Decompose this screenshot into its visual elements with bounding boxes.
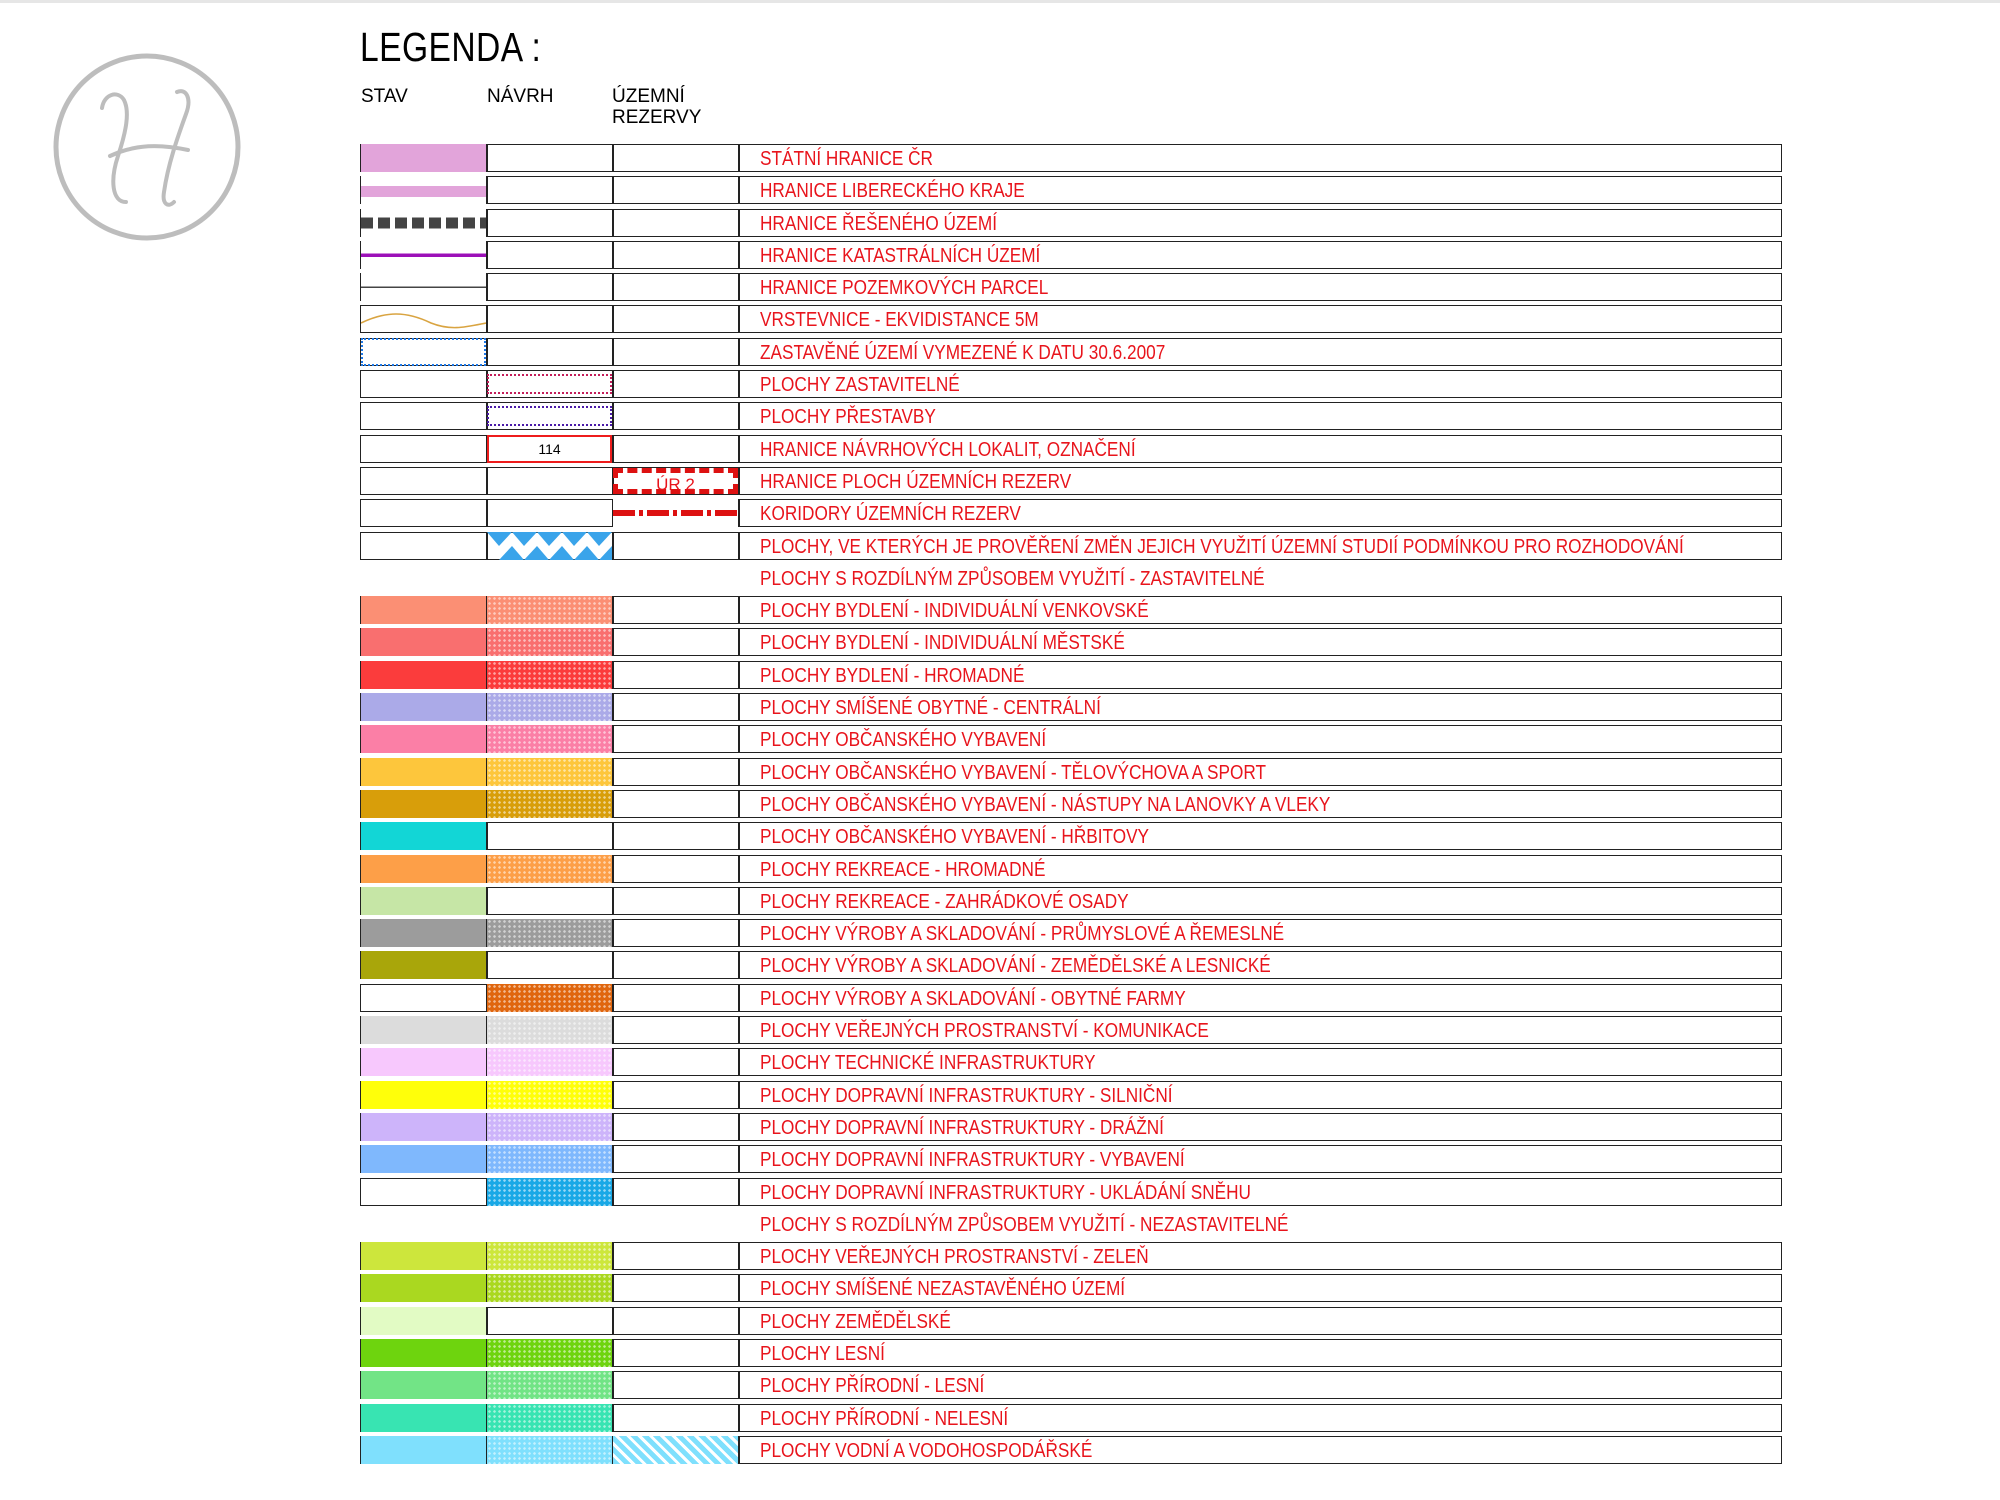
swatch-navrh bbox=[487, 855, 612, 883]
swatch-stav bbox=[361, 919, 486, 947]
legend-label: HRANICE LIBERECKÉHO KRAJE bbox=[760, 180, 1025, 203]
legend-label: PLOCHY DOPRAVNÍ INFRASTRUKTURY - SILNIČNÍ bbox=[760, 1084, 1173, 1107]
column-separator bbox=[486, 1307, 488, 1335]
line-symbol bbox=[361, 305, 486, 333]
column-separator bbox=[738, 338, 740, 366]
swatch-navrh bbox=[487, 758, 612, 786]
legend-label: PLOCHY VEŘEJNÝCH PROSTRANSTVÍ - KOMUNIKACE bbox=[760, 1020, 1209, 1043]
column-separator bbox=[738, 532, 740, 560]
swatch-navrh bbox=[487, 1145, 612, 1173]
column-separator bbox=[738, 1242, 740, 1270]
column-separator bbox=[486, 467, 488, 495]
swatch-stav bbox=[361, 758, 486, 786]
legend-row bbox=[360, 1046, 1782, 1078]
column-separator bbox=[612, 1404, 614, 1432]
legend-row bbox=[360, 885, 1782, 917]
column-separator bbox=[486, 144, 488, 172]
column-separator bbox=[612, 273, 614, 301]
swatch-navrh bbox=[487, 919, 612, 947]
swatch-stav bbox=[361, 725, 486, 753]
legend-label: VRSTEVNICE - EKVIDISTANCE 5M bbox=[760, 309, 1039, 332]
legend-label: PLOCHY S ROZDÍLNÝM ZPŮSOBEM VYUŽITÍ - ZASTAVITELNÉ bbox=[760, 567, 1265, 590]
column-separator bbox=[738, 693, 740, 721]
column-separator bbox=[612, 984, 614, 1012]
column-separator bbox=[486, 499, 488, 527]
column-header-stav: STAV bbox=[361, 86, 408, 107]
column-separator bbox=[738, 370, 740, 398]
legend-row bbox=[360, 1208, 1782, 1240]
legend-row bbox=[360, 562, 1782, 594]
legend-row bbox=[360, 594, 1782, 626]
column-separator bbox=[738, 919, 740, 947]
column-separator bbox=[738, 1145, 740, 1173]
column-separator bbox=[612, 1178, 614, 1206]
column-separator bbox=[486, 338, 488, 366]
column-separator bbox=[612, 1113, 614, 1141]
legend-label: PLOCHY DOPRAVNÍ INFRASTRUKTURY - UKLÁDÁNÍ SNĚHU bbox=[760, 1181, 1251, 1204]
legend-row bbox=[360, 1272, 1782, 1304]
column-separator bbox=[738, 209, 740, 237]
swatch-navrh bbox=[487, 661, 612, 689]
column-separator bbox=[738, 1436, 740, 1464]
logo-mark-icon bbox=[52, 52, 242, 242]
legend-table bbox=[360, 142, 1782, 1466]
swatch-stav bbox=[361, 887, 486, 915]
legend-row bbox=[360, 497, 1782, 529]
legend-label: PLOCHY BYDLENÍ - INDIVIDUÁLNÍ MĚSTSKÉ bbox=[760, 632, 1125, 655]
legend-row bbox=[360, 400, 1782, 432]
legend-label: PLOCHY OBČANSKÉHO VYBAVENÍ - HŘBITOVY bbox=[760, 826, 1150, 849]
column-separator bbox=[738, 305, 740, 333]
legend-row bbox=[360, 626, 1782, 658]
column-header-reserves-line2: REZERVY bbox=[612, 107, 702, 128]
swatch-stav bbox=[361, 1436, 486, 1464]
swatch-stav bbox=[361, 855, 486, 883]
column-separator bbox=[738, 1178, 740, 1206]
legend-row bbox=[360, 465, 1782, 497]
line-symbol bbox=[361, 176, 486, 204]
legend-row bbox=[360, 174, 1782, 206]
legend-row bbox=[360, 1143, 1782, 1175]
legend-label: PLOCHY PŘÍRODNÍ - NELESNÍ bbox=[760, 1407, 1009, 1430]
legend-label: PLOCHY DOPRAVNÍ INFRASTRUKTURY - DRÁŽNÍ bbox=[760, 1116, 1164, 1139]
legend-row bbox=[360, 723, 1782, 755]
column-separator bbox=[486, 241, 488, 269]
column-separator bbox=[486, 176, 488, 204]
swatch-stav bbox=[361, 1274, 486, 1302]
column-separator bbox=[612, 1016, 614, 1044]
legend-label: STÁTNÍ HRANICE ČR bbox=[760, 148, 933, 170]
column-separator bbox=[738, 435, 740, 463]
legend-row bbox=[360, 659, 1782, 691]
column-separator bbox=[738, 402, 740, 430]
swatch-stav bbox=[361, 1048, 486, 1076]
swatch-navrh bbox=[487, 984, 612, 1012]
legend-row bbox=[360, 142, 1782, 174]
column-separator bbox=[738, 467, 740, 495]
column-separator bbox=[612, 1081, 614, 1109]
legend-label: PLOCHY VÝROBY A SKLADOVÁNÍ - ZEMĚDĚLSKÉ A LESNICKÉ bbox=[760, 955, 1271, 978]
column-separator bbox=[486, 887, 488, 915]
legend-row bbox=[360, 1337, 1782, 1369]
swatch-navrh bbox=[487, 1404, 612, 1432]
column-separator bbox=[612, 951, 614, 979]
legend-row bbox=[360, 433, 1782, 465]
logo bbox=[52, 52, 242, 242]
lokalita-code: 114 bbox=[538, 440, 561, 457]
column-separator bbox=[738, 1404, 740, 1432]
column-separator bbox=[612, 1371, 614, 1399]
column-separator bbox=[612, 176, 614, 204]
column-separator bbox=[738, 241, 740, 269]
line-symbol bbox=[487, 374, 612, 394]
swatch-navrh bbox=[487, 1339, 612, 1367]
top-divider bbox=[0, 0, 2000, 3]
swatch-stav bbox=[361, 1016, 486, 1044]
legend-label: PLOCHY PŘESTAVBY bbox=[760, 406, 936, 429]
column-separator bbox=[612, 822, 614, 850]
column-separator bbox=[486, 209, 488, 237]
column-separator bbox=[612, 1242, 614, 1270]
line-symbol bbox=[487, 406, 612, 426]
legend-row bbox=[360, 1240, 1782, 1272]
legend-label: PLOCHY VÝROBY A SKLADOVÁNÍ - PRŮMYSLOVÉ A ŘEMESLNÉ bbox=[760, 923, 1285, 946]
column-separator bbox=[738, 176, 740, 204]
column-separator bbox=[486, 305, 488, 333]
legend-label: PLOCHY OBČANSKÉHO VYBAVENÍ - NÁSTUPY NA LANOVKY A VLEKY bbox=[760, 793, 1331, 816]
column-separator bbox=[738, 273, 740, 301]
legend-row bbox=[360, 1111, 1782, 1143]
row-frame bbox=[360, 241, 1782, 269]
legend-label: PLOCHY ZASTAVITELNÉ bbox=[760, 374, 960, 397]
legend-label: KORIDORY ÚZEMNÍCH REZERV bbox=[760, 503, 1021, 526]
swatch-navrh bbox=[487, 790, 612, 818]
line-symbol bbox=[361, 273, 486, 301]
column-separator bbox=[612, 725, 614, 753]
legend-label: HRANICE KATASTRÁLNÍCH ÚZEMÍ bbox=[760, 244, 1041, 267]
legend-row bbox=[360, 239, 1782, 271]
column-separator bbox=[612, 1145, 614, 1173]
row-frame bbox=[360, 176, 1782, 204]
swatch-rez bbox=[613, 1436, 738, 1464]
column-separator bbox=[738, 628, 740, 656]
legend-label: PLOCHY BYDLENÍ - HROMADNÉ bbox=[760, 664, 1025, 687]
swatch-stav bbox=[361, 1145, 486, 1173]
column-separator bbox=[612, 758, 614, 786]
legend-row bbox=[360, 336, 1782, 368]
swatch-stav bbox=[361, 1081, 486, 1109]
column-separator bbox=[738, 855, 740, 883]
legend-row bbox=[360, 303, 1782, 335]
swatch-stav bbox=[361, 1339, 486, 1367]
column-separator bbox=[738, 661, 740, 689]
legend-row bbox=[360, 368, 1782, 400]
row-frame bbox=[360, 273, 1782, 301]
column-separator bbox=[612, 790, 614, 818]
column-separator bbox=[612, 661, 614, 689]
column-separator bbox=[486, 951, 488, 979]
column-separator bbox=[612, 241, 614, 269]
swatch-stav bbox=[361, 1371, 486, 1399]
column-separator bbox=[612, 435, 614, 463]
swatch-navrh bbox=[487, 596, 612, 624]
legend-row bbox=[360, 207, 1782, 239]
swatch-navrh bbox=[487, 1113, 612, 1141]
legend-row bbox=[360, 1402, 1782, 1434]
swatch-stav bbox=[361, 693, 486, 721]
column-separator bbox=[738, 951, 740, 979]
column-separator bbox=[612, 919, 614, 947]
legend-label: PLOCHY SMÍŠENÉ NEZASTAVĚNÉHO ÚZEMÍ bbox=[760, 1278, 1126, 1301]
column-separator bbox=[738, 984, 740, 1012]
legend-row bbox=[360, 788, 1782, 820]
swatch-stav bbox=[361, 1242, 486, 1270]
legend-label: PLOCHY OBČANSKÉHO VYBAVENÍ - TĚLOVÝCHOVA A SPORT bbox=[760, 761, 1266, 784]
legend-label: PLOCHY PŘÍRODNÍ - LESNÍ bbox=[760, 1375, 985, 1398]
column-separator bbox=[612, 855, 614, 883]
swatch-stav bbox=[361, 596, 486, 624]
legend-row bbox=[360, 1369, 1782, 1401]
line-symbol bbox=[361, 209, 486, 237]
swatch-stav bbox=[361, 790, 486, 818]
column-separator bbox=[738, 822, 740, 850]
column-separator bbox=[738, 1081, 740, 1109]
swatch-navrh bbox=[487, 1242, 612, 1270]
legend-row bbox=[360, 530, 1782, 562]
legend-row bbox=[360, 1014, 1782, 1046]
row-frame bbox=[360, 305, 1782, 333]
column-separator bbox=[738, 1016, 740, 1044]
column-separator bbox=[612, 1048, 614, 1076]
legend-label: ZASTAVĚNÉ ÚZEMÍ VYMEZENÉ K DATU 30.6.2007 bbox=[760, 341, 1166, 364]
column-separator bbox=[738, 499, 740, 527]
line-symbol bbox=[487, 532, 612, 560]
legend-label: PLOCHY VÝROBY A SKLADOVÁNÍ - OBYTNÉ FARMY bbox=[760, 987, 1186, 1010]
legend-row bbox=[360, 1079, 1782, 1111]
line-symbol bbox=[361, 144, 486, 172]
column-separator bbox=[738, 887, 740, 915]
column-separator bbox=[738, 725, 740, 753]
swatch-navrh bbox=[487, 1048, 612, 1076]
column-separator bbox=[612, 887, 614, 915]
swatch-stav bbox=[361, 661, 486, 689]
line-symbol bbox=[613, 468, 738, 494]
legend-row bbox=[360, 1305, 1782, 1337]
legend-label: HRANICE NÁVRHOVÝCH LOKALIT, OZNAČENÍ bbox=[760, 438, 1136, 461]
column-separator bbox=[612, 402, 614, 430]
column-separator bbox=[738, 1339, 740, 1367]
column-separator bbox=[738, 144, 740, 172]
legend-row bbox=[360, 271, 1782, 303]
column-separator bbox=[738, 758, 740, 786]
swatch-navrh bbox=[487, 1016, 612, 1044]
legend-label: PLOCHY, VE KTERÝCH JE PROVĚŘENÍ ZMĚN JEJICH VYUŽITÍ ÚZEMNÍ STUDIÍ PODMÍNKOU PRO ROZHODOVÁNÍ bbox=[760, 535, 1684, 558]
swatch-navrh bbox=[487, 725, 612, 753]
column-separator bbox=[612, 305, 614, 333]
legend-label: PLOCHY DOPRAVNÍ INFRASTRUKTURY - VYBAVENÍ bbox=[760, 1149, 1185, 1172]
swatch-navrh bbox=[487, 1081, 612, 1109]
line-symbol bbox=[487, 435, 612, 463]
row-frame bbox=[360, 499, 1782, 527]
column-separator bbox=[738, 1307, 740, 1335]
legend-row bbox=[360, 691, 1782, 723]
column-separator bbox=[486, 273, 488, 301]
line-symbol bbox=[613, 499, 738, 527]
reserve-code: ÚR 2 bbox=[656, 474, 695, 494]
legend-row bbox=[360, 949, 1782, 981]
column-separator bbox=[738, 790, 740, 818]
column-separator bbox=[738, 1371, 740, 1399]
column-separator bbox=[612, 596, 614, 624]
column-separator bbox=[738, 1274, 740, 1302]
legend-title: LEGENDA : bbox=[360, 24, 542, 70]
swatch-stav bbox=[361, 951, 486, 979]
legend-label: PLOCHY OBČANSKÉHO VYBAVENÍ bbox=[760, 729, 1047, 752]
legend-row bbox=[360, 853, 1782, 885]
column-separator bbox=[612, 628, 614, 656]
column-separator bbox=[486, 822, 488, 850]
swatch-navrh bbox=[487, 1178, 612, 1206]
legend-label: PLOCHY VODNÍ A VODOHOSPODÁŘSKÉ bbox=[760, 1439, 1093, 1462]
column-header-navrh: NÁVRH bbox=[487, 86, 554, 107]
column-separator bbox=[612, 1339, 614, 1367]
swatch-stav bbox=[361, 628, 486, 656]
legend-label: PLOCHY REKREACE - HROMADNÉ bbox=[760, 858, 1046, 881]
column-header-reserves-line1: ÚZEMNÍ bbox=[612, 86, 685, 107]
legend-label: PLOCHY S ROZDÍLNÝM ZPŮSOBEM VYUŽITÍ - NEZASTAVITELNÉ bbox=[760, 1213, 1289, 1236]
column-separator bbox=[612, 370, 614, 398]
legend-label: PLOCHY SMÍŠENÉ OBYTNÉ - CENTRÁLNÍ bbox=[760, 697, 1101, 720]
legend-row bbox=[360, 1434, 1782, 1466]
row-frame bbox=[360, 209, 1782, 237]
legend-row bbox=[360, 756, 1782, 788]
swatch-navrh bbox=[487, 628, 612, 656]
legend-label: PLOCHY REKREACE - ZAHRÁDKOVÉ OSADY bbox=[760, 890, 1129, 913]
legend-label: PLOCHY BYDLENÍ - INDIVIDUÁLNÍ VENKOVSKÉ bbox=[760, 600, 1149, 623]
column-separator bbox=[738, 1113, 740, 1141]
swatch-navrh bbox=[487, 1371, 612, 1399]
legend-row bbox=[360, 1176, 1782, 1208]
swatch-navrh bbox=[487, 1436, 612, 1464]
legend-row bbox=[360, 982, 1782, 1014]
legend-label: HRANICE POZEMKOVÝCH PARCEL bbox=[760, 277, 1049, 300]
column-separator bbox=[612, 532, 614, 560]
column-separator bbox=[612, 1307, 614, 1335]
line-symbol bbox=[361, 241, 486, 269]
line-symbol bbox=[361, 338, 486, 366]
row-frame bbox=[360, 1307, 1782, 1335]
column-separator bbox=[738, 1048, 740, 1076]
column-separator bbox=[612, 209, 614, 237]
swatch-stav bbox=[361, 1307, 486, 1335]
legend-row bbox=[360, 820, 1782, 852]
legend-label: PLOCHY TECHNICKÉ INFRASTRUKTURY bbox=[760, 1052, 1096, 1075]
swatch-navrh bbox=[487, 693, 612, 721]
legend-label: PLOCHY ZEMĚDĚLSKÉ bbox=[760, 1310, 951, 1333]
column-separator bbox=[612, 693, 614, 721]
column-separator bbox=[612, 144, 614, 172]
legend-row bbox=[360, 917, 1782, 949]
swatch-navrh bbox=[487, 1274, 612, 1302]
legend-label: HRANICE PLOCH ÚZEMNÍCH REZERV bbox=[760, 470, 1072, 493]
column-separator bbox=[738, 596, 740, 624]
column-separator bbox=[612, 1274, 614, 1302]
swatch-stav bbox=[361, 1113, 486, 1141]
row-frame bbox=[360, 144, 1782, 172]
legend-label: HRANICE ŘEŠENÉHO ÚZEMÍ bbox=[760, 212, 998, 235]
column-separator bbox=[612, 338, 614, 366]
swatch-stav bbox=[361, 822, 486, 850]
swatch-stav bbox=[361, 1404, 486, 1432]
legend-label: PLOCHY LESNÍ bbox=[760, 1342, 885, 1365]
legend-label: PLOCHY VEŘEJNÝCH PROSTRANSTVÍ - ZELEŇ bbox=[760, 1246, 1149, 1269]
